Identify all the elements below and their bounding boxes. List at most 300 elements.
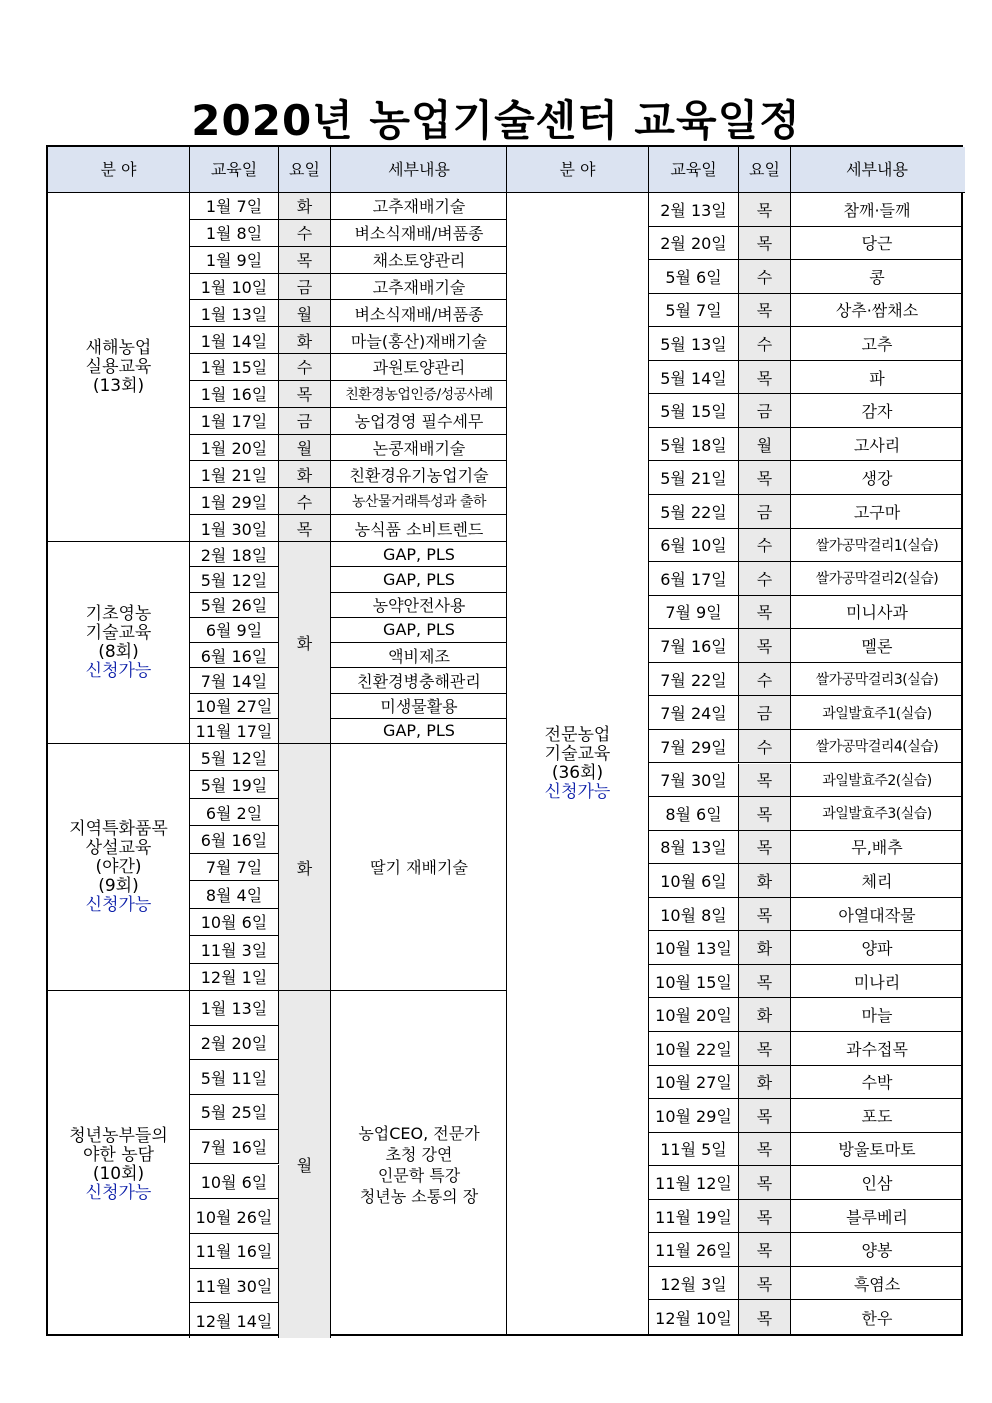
detail-text: GAP, PLS [383, 569, 455, 589]
category-label: (13회) [92, 375, 145, 396]
table-cell-date [190, 300, 279, 327]
date-text: 1월 17일 [200, 412, 268, 432]
table-cell-date [649, 764, 739, 798]
date-text: 5월 26일 [200, 596, 268, 616]
day-text: 목 [756, 637, 773, 657]
table-cell-detail [791, 596, 963, 630]
date-text: 10월 15일 [655, 972, 732, 992]
table-cell-date [190, 668, 279, 693]
category-cell [48, 542, 190, 744]
date-text: 1월 13일 [200, 304, 268, 324]
table-cell-detail [331, 354, 507, 381]
day-text: 목 [756, 301, 773, 321]
table-cell-detail [791, 797, 963, 831]
date-text: 2월 13일 [660, 200, 727, 220]
schedule-right-half [507, 147, 965, 1334]
date-text: 8월 6일 [665, 804, 722, 824]
table-cell-day [279, 274, 331, 301]
table-cell-date [649, 193, 739, 227]
detail-text: 벼소식재배/벼품종 [354, 224, 484, 244]
date-text: 10월 6일 [200, 1172, 268, 1192]
header-date: 교육일 [190, 147, 279, 192]
table-cell-day [279, 408, 331, 435]
table-cell-day [739, 562, 791, 596]
table-cell-day [279, 247, 331, 274]
table-cell-date [649, 394, 739, 428]
table-cell-detail [331, 461, 507, 488]
day-text: 목 [756, 1241, 773, 1261]
date-text: 10월 27일 [655, 1073, 732, 1093]
table-cell-detail [331, 408, 507, 435]
table-cell-date [190, 327, 279, 354]
detail-text: 농업CEO, 전문가 [358, 1123, 480, 1143]
date-text: 11월 30일 [195, 1276, 273, 1296]
date-text: 5월 22일 [660, 502, 727, 522]
date-text: 1월 10일 [200, 277, 268, 297]
detail-text: 인삼 [861, 1173, 893, 1193]
table-cell-detail [791, 227, 963, 261]
table-cell-date [649, 361, 739, 395]
table-cell-date [649, 327, 739, 361]
table-cell-date [190, 274, 279, 301]
table-cell-date [190, 799, 279, 826]
day-text: 목 [756, 972, 773, 992]
date-text: 12월 10일 [655, 1308, 732, 1328]
table-header-left [48, 147, 506, 193]
detail-text: 친환경유기농업기술 [349, 465, 489, 485]
header-detail: 세부내용 [388, 160, 450, 179]
date-text: 7월 16일 [200, 1138, 268, 1158]
day-text: 수 [756, 569, 773, 589]
day-text: 목 [296, 519, 313, 539]
table-cell-day [739, 629, 791, 663]
table-cell-date [649, 227, 739, 261]
table-cell-day [739, 1200, 791, 1234]
day-text: 금 [756, 402, 773, 422]
day-text: 수 [296, 492, 313, 512]
category-label: 지역특화품목 [69, 818, 168, 839]
schedule-left-half [48, 147, 507, 1334]
day-text: 수 [756, 737, 773, 757]
date-text: 10월 27일 [195, 697, 273, 717]
table-cell-date [190, 719, 279, 744]
date-text: 1월 14일 [200, 331, 268, 351]
table-cell-day [739, 965, 791, 999]
table-cell-day [739, 327, 791, 361]
day-text: 수 [296, 358, 313, 378]
detail-text: 아열대작물 [838, 905, 916, 925]
table-cell-detail [331, 567, 507, 592]
day-text: 화 [296, 197, 313, 217]
detail-text: 무,배추 [851, 838, 903, 858]
table-cell-date [649, 797, 739, 831]
date-text: 6월 10일 [660, 536, 727, 556]
table-cell-day [279, 435, 331, 462]
table-cell-detail [791, 495, 963, 529]
table-cell-date [190, 461, 279, 488]
table-cell-date [649, 898, 739, 932]
table-cell-day [279, 461, 331, 488]
detail-text: 포도 [861, 1106, 893, 1126]
table-cell-day [739, 1032, 791, 1066]
table-cell-day [739, 998, 791, 1032]
table-cell-day [739, 864, 791, 898]
detail-text: 생강 [861, 469, 893, 489]
table-cell-day [279, 542, 331, 744]
table-cell-date [649, 696, 739, 730]
date-text: 12월 3일 [660, 1274, 727, 1294]
date-text: 5월 6일 [665, 267, 722, 287]
date-text: 7월 14일 [200, 671, 268, 691]
table-cell-detail [331, 300, 507, 327]
date-text: 6월 2일 [205, 803, 263, 823]
table-cell-date [190, 515, 279, 542]
date-text: 8월 4일 [205, 885, 263, 905]
table-cell-detail [331, 643, 507, 668]
category-cell [48, 744, 190, 991]
date-text: 7월 9일 [665, 603, 722, 623]
category-label: (9회) [98, 875, 139, 896]
day-text: 목 [756, 234, 773, 254]
date-text: 8월 13일 [660, 838, 727, 858]
header-day: 요일 [739, 147, 791, 192]
table-cell-detail [791, 1166, 963, 1200]
detail-text: 고구마 [853, 502, 901, 522]
detail-text: 쌀가공막걸리4(실습) [815, 739, 939, 756]
category-label: 기초영농 [85, 603, 152, 624]
detail-text: 고추재배기술 [372, 197, 466, 217]
day-text: 수 [756, 670, 773, 690]
detail-text: 벼소식재배/벼품종 [354, 304, 484, 324]
date-text: 2월 20일 [200, 1034, 268, 1054]
detail-text: 당근 [861, 234, 893, 254]
detail-text: 미생물활용 [380, 697, 458, 717]
day-text: 화 [756, 939, 773, 959]
table-cell-detail [791, 965, 963, 999]
table-cell-date [649, 495, 739, 529]
category-cell [507, 193, 649, 1334]
date-text: 1월 13일 [200, 999, 268, 1019]
table-cell-detail [791, 193, 963, 227]
table-cell-date [649, 730, 739, 764]
day-text: 목 [756, 771, 773, 791]
date-text: 7월 30일 [660, 771, 727, 791]
date-text: 2월 20일 [660, 234, 727, 254]
date-text: 11월 5일 [660, 1140, 727, 1160]
date-text: 10월 29일 [655, 1106, 732, 1126]
table-cell-date [190, 744, 279, 771]
day-text: 목 [756, 200, 773, 220]
date-text: 5월 18일 [660, 435, 727, 455]
table-cell-detail [331, 381, 507, 408]
apply-available-label: 신청가능 [85, 1182, 152, 1203]
table-cell-detail [791, 864, 963, 898]
category-cell [48, 991, 190, 1338]
table-cell-date [649, 931, 739, 965]
detail-text: 인문학 특강 [377, 1165, 461, 1185]
table-cell-day [739, 1233, 791, 1267]
category-label: (36회) [551, 762, 604, 783]
date-text: 7월 29일 [660, 737, 727, 757]
day-text: 월 [296, 439, 313, 459]
day-text: 목 [756, 1140, 773, 1160]
table-cell-day [739, 730, 791, 764]
date-text: 1월 15일 [200, 358, 268, 378]
table-cell-detail [331, 274, 507, 301]
detail-text: 농약안전사용 [372, 596, 466, 616]
table-cell-detail [331, 247, 507, 274]
table-cell-date [190, 1165, 279, 1200]
table-cell-date [190, 694, 279, 719]
table-cell-day [279, 300, 331, 327]
table-cell-detail [791, 898, 963, 932]
date-text: 6월 17일 [660, 569, 727, 589]
day-text: 목 [756, 1039, 773, 1059]
category-label: (10회) [92, 1163, 145, 1184]
page-title: 2020년 농업기술센터 교육일정 [191, 96, 801, 145]
table-cell-detail [331, 193, 507, 220]
table-cell-day [739, 193, 791, 227]
table-cell-detail [791, 1066, 963, 1100]
detail-text: 과수접목 [846, 1039, 908, 1059]
table-cell-detail [791, 696, 963, 730]
detail-text: 과일발효주3(실습) [822, 806, 932, 823]
date-text: 11월 19일 [655, 1207, 732, 1227]
detail-text: 참깨·들깨 [843, 200, 911, 220]
table-cell-day [739, 797, 791, 831]
table-cell-date [190, 354, 279, 381]
day-text: 금 [756, 502, 773, 522]
table-cell-detail [791, 629, 963, 663]
table-cell-date [190, 1199, 279, 1234]
category-cell [48, 193, 190, 542]
date-text: 6월 16일 [200, 831, 268, 851]
table-cell-date [649, 294, 739, 328]
table-cell-date [649, 1200, 739, 1234]
table-cell-date [649, 1066, 739, 1100]
date-text: 1월 7일 [205, 197, 263, 217]
table-cell-detail [791, 394, 963, 428]
date-text: 1월 20일 [200, 439, 268, 459]
detail-text: 액비제조 [388, 646, 450, 666]
table-cell-day [739, 1133, 791, 1167]
table-cell-detail [331, 668, 507, 693]
detail-text: 쌀가공막걸리1(실습) [815, 537, 939, 554]
detail-text: 청년농 소통의 장 [359, 1186, 479, 1206]
table-cell-day [739, 1300, 791, 1334]
date-text: 1월 8일 [205, 224, 263, 244]
table-cell-detail [331, 327, 507, 354]
detail-text: 상추·쌈채소 [835, 301, 919, 321]
table-cell-day [279, 354, 331, 381]
table-header-right [507, 147, 965, 193]
detail-text: 과일발효주1(실습) [822, 705, 932, 722]
table-cell-day [739, 1267, 791, 1301]
table-cell-date [190, 408, 279, 435]
date-text: 5월 12일 [200, 570, 268, 590]
table-cell-date [190, 1095, 279, 1130]
table-cell-day [279, 991, 331, 1338]
table-cell-day [739, 696, 791, 730]
detail-text: 흑염소 [853, 1274, 901, 1294]
category-label: 실용교육 [85, 356, 152, 377]
table-cell-day [739, 495, 791, 529]
date-text: 12월 14일 [195, 1312, 273, 1332]
detail-text: 고추 [861, 335, 893, 354]
table-cell-date [190, 488, 279, 515]
header-date: 교육일 [649, 147, 739, 192]
table-cell-date [649, 1099, 739, 1133]
table-cell-day [739, 361, 791, 395]
table-cell-detail [791, 294, 963, 328]
day-text: 목 [756, 469, 773, 489]
day-text: 화 [296, 634, 313, 653]
date-text: 7월 16일 [660, 637, 727, 657]
table-cell-date [649, 1267, 739, 1301]
table-cell-detail [331, 435, 507, 462]
table-cell-date [190, 643, 279, 668]
table-cell-day [739, 428, 791, 462]
detail-text: 고사리 [853, 435, 901, 455]
table-cell-date [190, 381, 279, 408]
date-text: 11월 12일 [655, 1173, 732, 1193]
table-cell-detail [791, 327, 963, 361]
date-text: 10월 6일 [200, 913, 268, 933]
table-cell-detail [791, 730, 963, 764]
table-cell-date [649, 562, 739, 596]
day-text: 목 [756, 838, 773, 858]
table-cell-day [739, 227, 791, 261]
table-cell-detail [331, 220, 507, 247]
category-label: (야간) [95, 856, 142, 877]
table-cell-detail [791, 361, 963, 395]
detail-text: 파 [869, 368, 885, 388]
date-text: 1월 16일 [200, 385, 268, 405]
day-text: 목 [756, 1274, 773, 1294]
date-text: 5월 11일 [200, 1068, 268, 1088]
date-text: 5월 25일 [200, 1103, 268, 1123]
table-cell-date [649, 1300, 739, 1334]
detail-text: 미나리 [853, 972, 901, 992]
detail-text: 미니사과 [846, 603, 908, 623]
detail-text: 멜론 [861, 637, 893, 657]
detail-text: 쌀가공막걸리3(실습) [815, 672, 939, 689]
table-cell-date [190, 220, 279, 247]
table-cell-detail [791, 1233, 963, 1267]
table-cell-date [190, 881, 279, 908]
table-cell-date [649, 461, 739, 495]
table-cell-day [739, 898, 791, 932]
date-text: 2월 18일 [200, 545, 268, 565]
date-text: 10월 6일 [660, 871, 727, 891]
day-text: 화 [756, 1006, 773, 1026]
date-text: 6월 9일 [205, 621, 263, 641]
table-cell-day [739, 831, 791, 865]
table-cell-detail [791, 764, 963, 798]
table-cell-date [649, 1233, 739, 1267]
table-cell-date [649, 831, 739, 865]
table-cell-day [739, 764, 791, 798]
day-text: 화 [756, 871, 773, 891]
category-label: (8회) [98, 641, 139, 662]
table-cell-date [649, 1166, 739, 1200]
date-text: 10월 26일 [195, 1207, 273, 1227]
date-text: 1월 21일 [200, 465, 268, 485]
apply-available-label: 신청가능 [85, 894, 152, 915]
table-cell-date [649, 1032, 739, 1066]
table-cell-day [739, 1099, 791, 1133]
day-text: 수 [756, 267, 773, 287]
date-text: 5월 13일 [660, 335, 727, 354]
table-cell-detail [791, 1032, 963, 1066]
day-text: 목 [296, 251, 313, 271]
date-text: 5월 7일 [665, 301, 722, 321]
table-cell-detail [331, 488, 507, 515]
detail-text: 한우 [861, 1308, 893, 1328]
table-cell-day [279, 515, 331, 542]
table-cell-day [739, 461, 791, 495]
table-cell-detail [331, 593, 507, 618]
detail-text: 수박 [861, 1073, 893, 1093]
table-cell-detail [331, 744, 507, 991]
table-cell-date [190, 593, 279, 618]
detail-text: 마늘(홍산)재배기술 [350, 331, 488, 351]
day-text: 금 [296, 277, 313, 297]
detail-text: 농산물거래특성과 출하 [351, 494, 487, 511]
day-text: 목 [756, 603, 773, 623]
day-text: 금 [756, 704, 773, 724]
date-text: 5월 15일 [660, 402, 727, 422]
detail-text: GAP, PLS [383, 544, 455, 564]
detail-text: 방울토마토 [838, 1140, 916, 1160]
category-label: 청년농부들의 [69, 1125, 168, 1146]
table-cell-date [649, 998, 739, 1032]
table-cell-date [190, 435, 279, 462]
table-cell-day [279, 193, 331, 220]
table-cell-date [190, 1303, 279, 1338]
day-text: 목 [756, 1308, 773, 1328]
table-cell-date [649, 663, 739, 697]
table-cell-date [649, 864, 739, 898]
table-cell-day [279, 381, 331, 408]
table-cell-detail [791, 998, 963, 1032]
header-detail: 세부내용 [846, 160, 908, 179]
date-text: 7월 22일 [660, 670, 727, 690]
date-text: 10월 13일 [655, 939, 732, 959]
detail-text: 콩 [869, 267, 885, 287]
day-text: 화 [296, 331, 313, 351]
table-cell-day [739, 596, 791, 630]
table-cell-detail [331, 719, 507, 744]
table-cell-day [739, 931, 791, 965]
detail-text: 딸기 재배기술 [370, 857, 468, 877]
detail-text: 친환경농업인증/성공사례 [345, 386, 493, 403]
category-label: 새해농업 [85, 337, 152, 358]
table-cell-date [649, 596, 739, 630]
detail-text: 농업경영 필수세무 [354, 412, 484, 432]
header-day: 요일 [279, 147, 331, 192]
table-cell-detail [791, 260, 963, 294]
day-text: 목 [756, 368, 773, 388]
table-cell-date [649, 260, 739, 294]
detail-text: 과원토양관리 [372, 358, 466, 378]
date-text: 10월 8일 [660, 905, 727, 925]
day-text: 월 [756, 435, 773, 455]
apply-available-label: 신청가능 [544, 781, 611, 802]
table-cell-date [649, 529, 739, 563]
table-cell-day [739, 294, 791, 328]
table-cell-detail [331, 991, 507, 1338]
